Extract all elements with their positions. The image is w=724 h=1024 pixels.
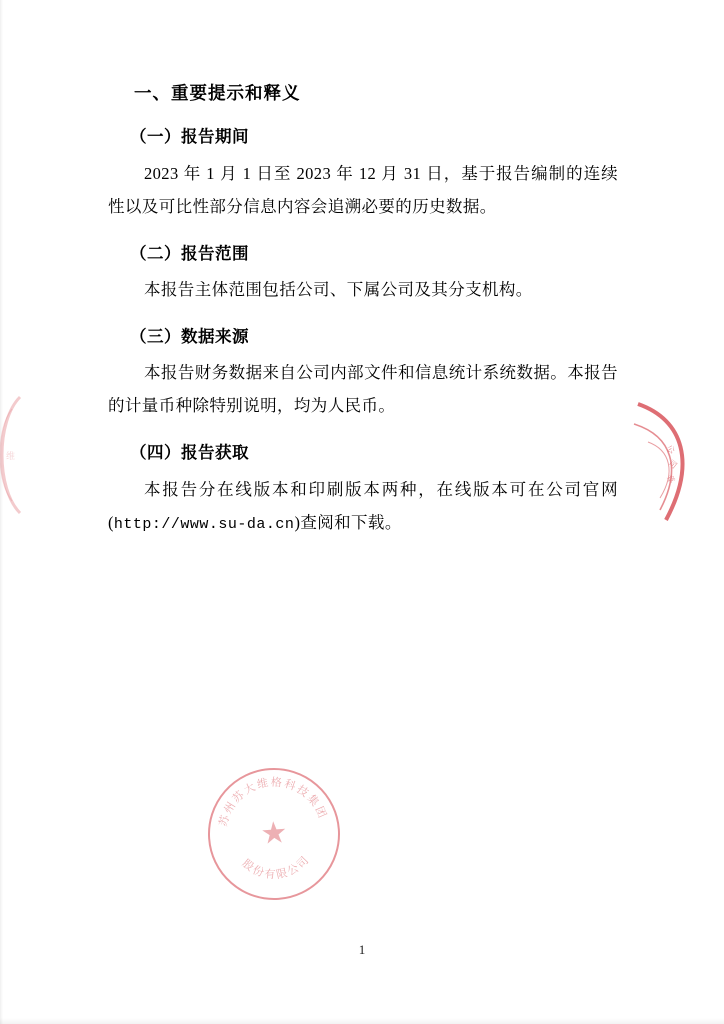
subsection-heading-report-access: （四）报告获取 [130, 443, 249, 463]
page-number: 1 [358, 942, 366, 957]
company-round-seal-icon [204, 764, 345, 905]
seal-top-text: 苏州苏大维格科技集团 [217, 776, 329, 828]
page-edge-shadow-bottom [0, 1018, 724, 1024]
spacer [108, 314, 618, 324]
report-access-text-before-url: 本报告分在线版本和印刷版本两种，在线版本可在公司官网( [108, 479, 618, 532]
red-edge-watermark-left-icon [0, 395, 34, 515]
spacer [108, 430, 618, 440]
company-website-url[interactable]: http://www.su-da.cn [113, 515, 295, 533]
subsection-heading-data-source: （三）数据来源 [130, 327, 249, 347]
page-title: 一、重要提示和释义 [134, 83, 301, 103]
subsection-body-report-scope: 本报告主体范围包括公司、下属公司及其分支机构。 [144, 280, 533, 300]
seal-bottom-text: 股份有限公司 [239, 853, 313, 882]
red-arc-watermark-right-icon [632, 398, 724, 528]
subsection-heading-report-scope: （二）报告范围 [130, 243, 249, 263]
svg-text:维: 维 [6, 451, 16, 461]
subsection-body-report-access [108, 473, 618, 540]
svg-text:章: 章 [664, 473, 677, 486]
svg-text:司: 司 [666, 458, 679, 471]
subsection-body-data-source: 本报告财务数据来自公司内部文件和信息统计系统数据。本报告的计量币种除特别说明，均为人民币。 [108, 363, 618, 416]
svg-text:公: 公 [665, 443, 677, 456]
subsection-heading-report-period: （一）报告期间 [130, 127, 249, 147]
spacer [108, 231, 618, 241]
seal-star-icon: ★ [259, 816, 289, 851]
document-body [108, 80, 618, 550]
subsection-body-report-period: 2023 年 1 月 1 日至 2023 年 12 月 31 日，基于报告编制的连续性以及可比性部分信息内容会追溯必要的历史数据。 [108, 163, 618, 216]
report-access-text-after-url: )查阅和下载。 [294, 512, 402, 532]
